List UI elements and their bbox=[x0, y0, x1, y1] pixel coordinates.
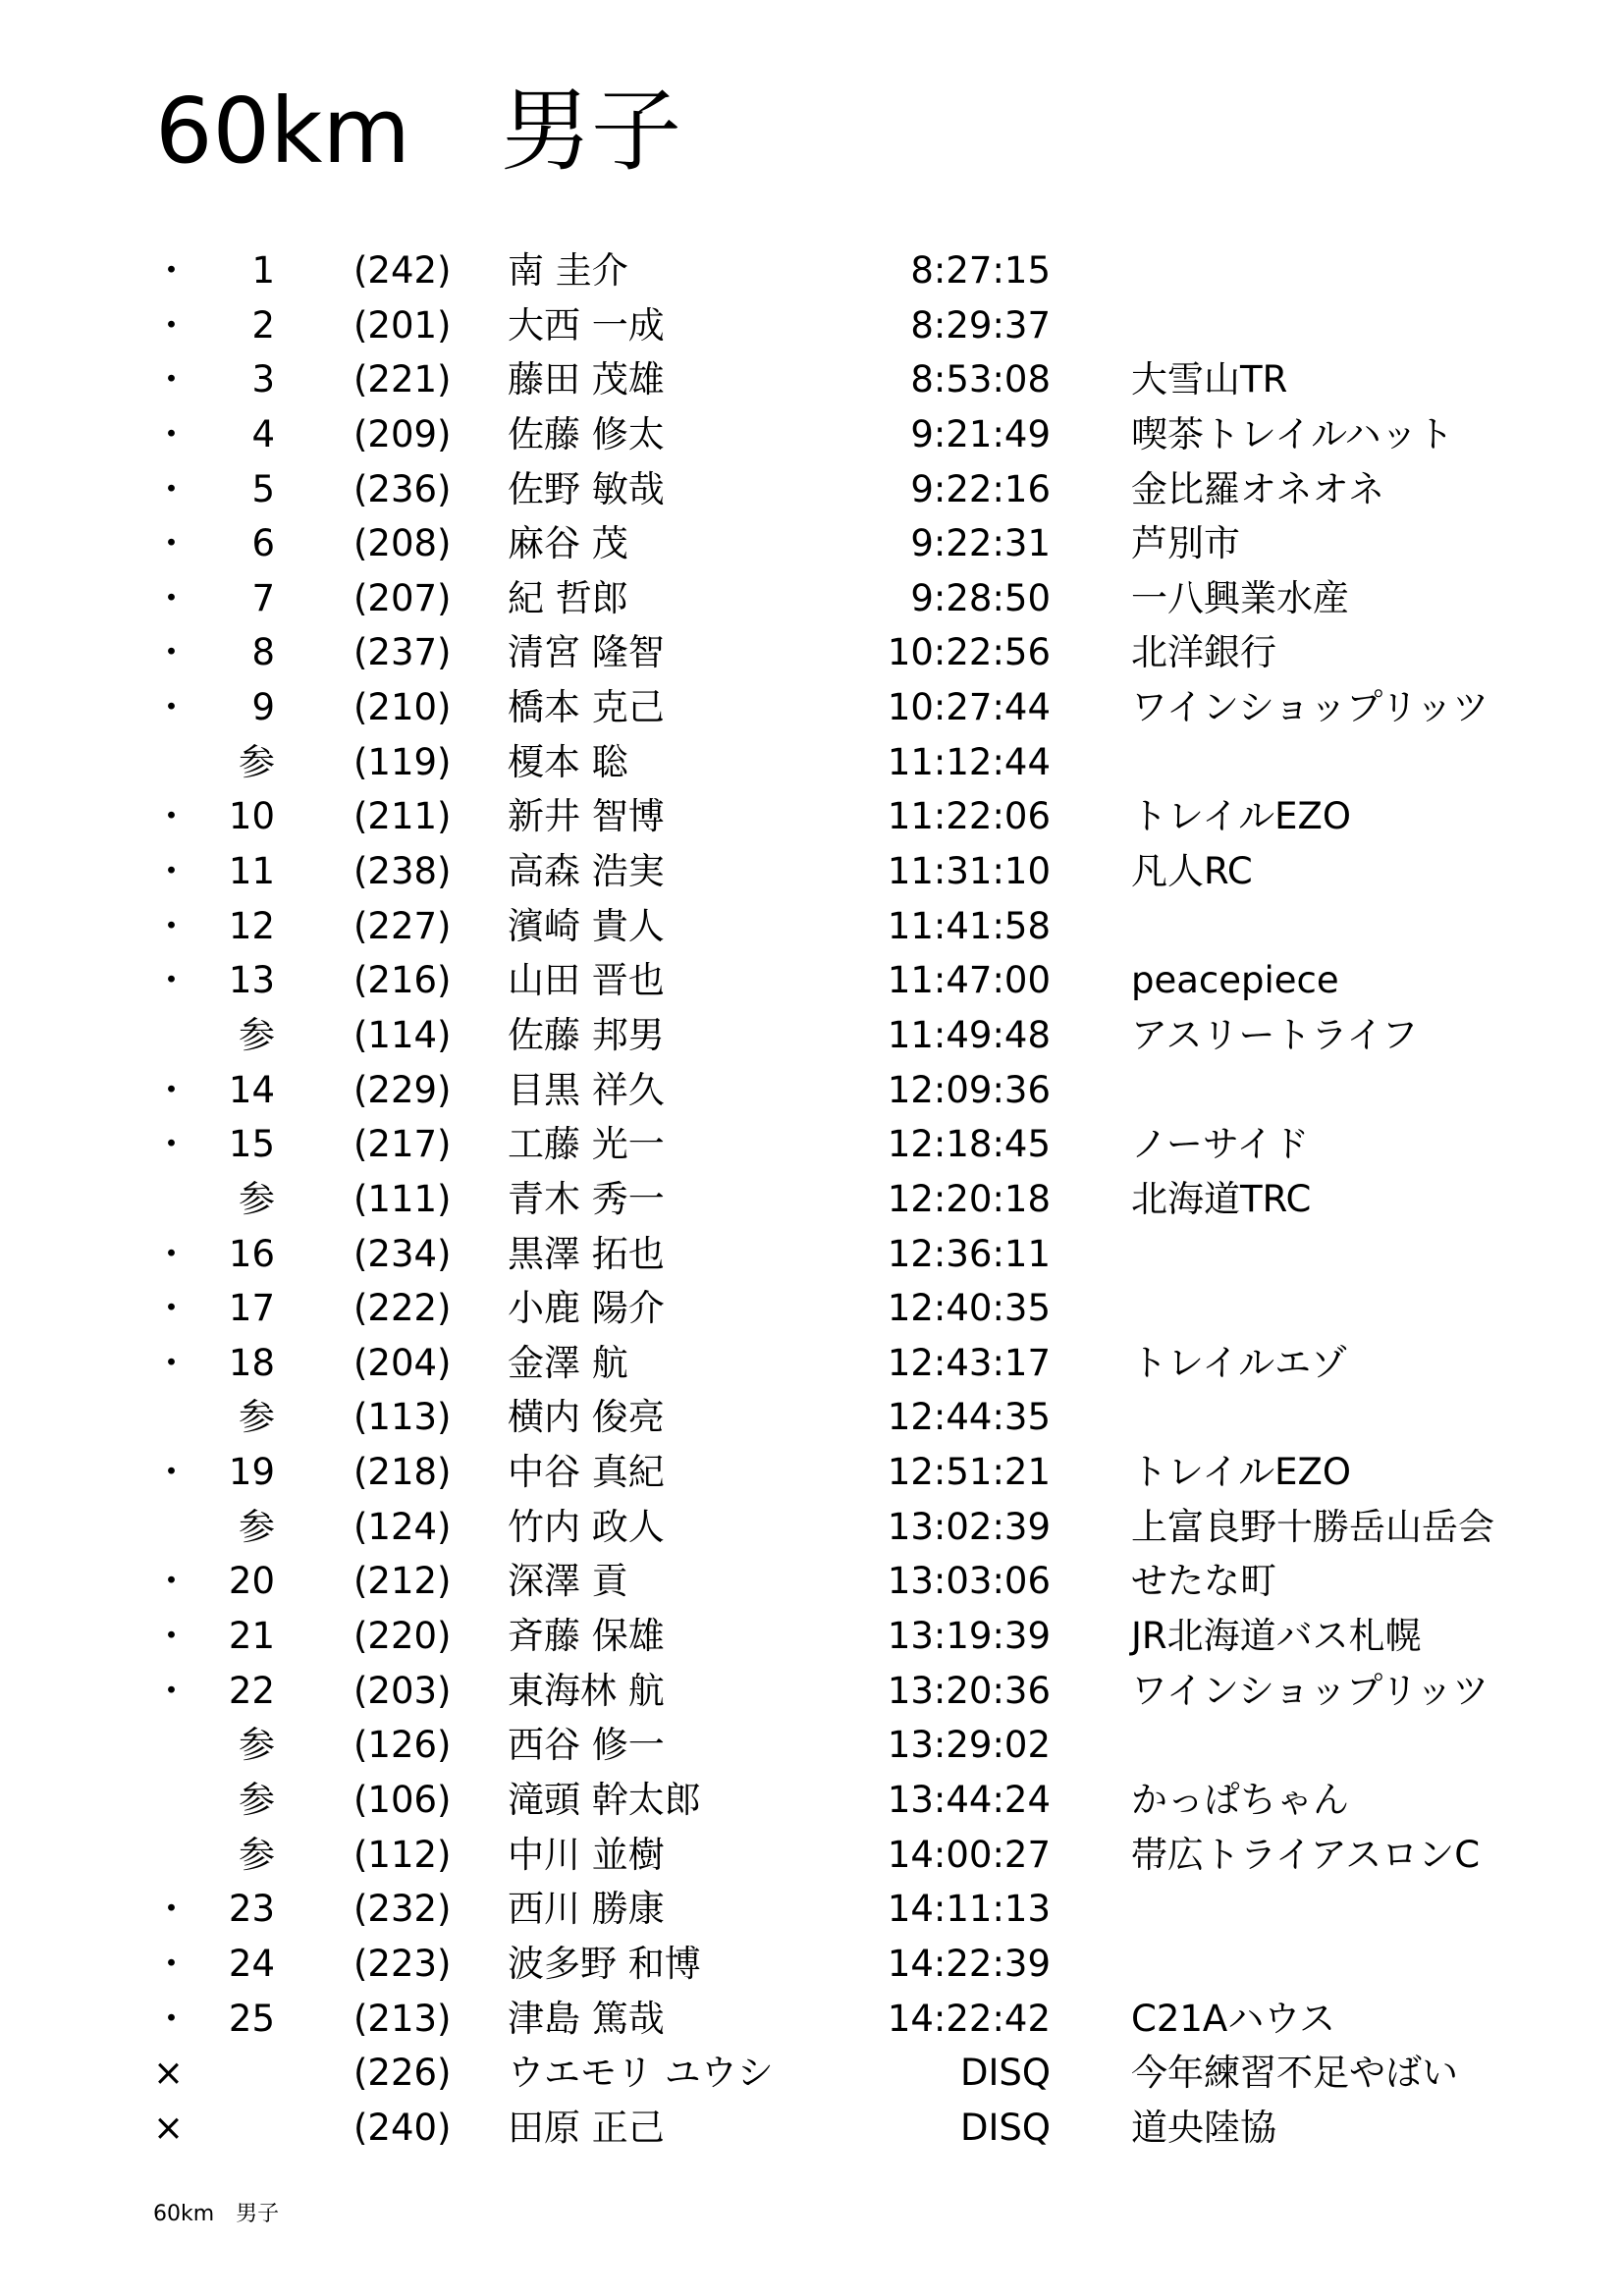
runner-name-cell: 榎本 聡 bbox=[508, 740, 628, 783]
result-row bbox=[0, 1172, 1624, 1227]
status-mark: ・ bbox=[153, 358, 189, 401]
finish-time-cell: 11:41:58 bbox=[887, 904, 1051, 947]
bib-number-cell: (203) bbox=[353, 1669, 452, 1712]
status-mark: ・ bbox=[153, 850, 189, 893]
runner-name-cell: 中谷 真紀 bbox=[508, 1451, 665, 1494]
result-row bbox=[0, 1882, 1624, 1937]
result-row bbox=[0, 953, 1624, 1008]
rank-cell: 20 bbox=[228, 1560, 275, 1603]
bib-number-cell: (210) bbox=[353, 686, 452, 729]
page-footer: 60km 男子 bbox=[153, 2202, 280, 2226]
status-mark: ・ bbox=[153, 1560, 189, 1603]
bib-number-cell: (207) bbox=[353, 576, 452, 619]
finish-time-cell: 12:51:21 bbox=[887, 1451, 1051, 1494]
bib-number-cell: (226) bbox=[353, 2052, 452, 2095]
status-mark: ・ bbox=[153, 412, 189, 455]
runner-name-cell: 紀 哲郎 bbox=[508, 576, 628, 619]
finish-time-cell: 8:27:15 bbox=[910, 249, 1051, 292]
bib-number-cell: (217) bbox=[353, 1123, 452, 1166]
rank-cell: 15 bbox=[228, 1123, 275, 1166]
result-row bbox=[0, 844, 1624, 899]
rank-cell: 14 bbox=[228, 1068, 275, 1111]
status-mark: ・ bbox=[153, 795, 189, 838]
result-row bbox=[0, 1828, 1624, 1883]
rank-cell: 17 bbox=[228, 1287, 275, 1330]
runner-name-cell: 東海林 航 bbox=[508, 1669, 665, 1712]
result-row bbox=[0, 407, 1624, 462]
finish-time-cell: 9:28:50 bbox=[910, 576, 1051, 619]
runner-name-cell: 津島 篤哉 bbox=[508, 1997, 665, 2040]
status-mark: ・ bbox=[153, 904, 189, 947]
result-row bbox=[0, 1937, 1624, 1992]
team-name-cell: JR北海道バス札幌 bbox=[1131, 1615, 1422, 1658]
status-mark: ・ bbox=[153, 686, 189, 729]
result-row bbox=[0, 1063, 1624, 1118]
result-row bbox=[0, 1336, 1624, 1391]
bib-number-cell: (208) bbox=[353, 522, 452, 565]
bib-number-cell: (204) bbox=[353, 1341, 452, 1384]
finish-time-cell: 13:29:02 bbox=[887, 1724, 1051, 1767]
finish-time-cell: 12:44:35 bbox=[887, 1396, 1051, 1439]
finish-time-cell: 11:47:00 bbox=[887, 959, 1051, 1002]
team-name-cell: 北海道TRC bbox=[1131, 1177, 1312, 1220]
runner-name-cell: 新井 智博 bbox=[508, 795, 665, 838]
team-name-cell: 凡人RC bbox=[1131, 850, 1253, 893]
finish-time-cell: 9:22:16 bbox=[910, 467, 1051, 510]
finish-time-cell: 13:20:36 bbox=[887, 1669, 1051, 1712]
finish-time-cell: 10:27:44 bbox=[887, 686, 1051, 729]
runner-name-cell: 濱崎 貴人 bbox=[508, 904, 665, 947]
result-row bbox=[0, 789, 1624, 844]
finish-time-cell: 14:22:39 bbox=[887, 1942, 1051, 1985]
team-name-cell: ワインショップリッツ bbox=[1131, 686, 1489, 729]
rank-cell: 参 bbox=[239, 1177, 275, 1220]
rank-cell: 4 bbox=[251, 412, 275, 455]
finish-time-cell: 12:09:36 bbox=[887, 1068, 1051, 1111]
rank-cell: 参 bbox=[239, 740, 275, 783]
rank-cell: 25 bbox=[228, 1997, 275, 2040]
team-name-cell: せたな町 bbox=[1131, 1560, 1276, 1603]
rank-cell: 18 bbox=[228, 1341, 275, 1384]
rank-cell: 24 bbox=[228, 1942, 275, 1985]
team-name-cell: 芦別市 bbox=[1131, 522, 1240, 565]
runner-name-cell: 斉藤 保雄 bbox=[508, 1615, 665, 1658]
runner-name-cell: 黒澤 拓也 bbox=[508, 1232, 665, 1275]
rank-cell: 12 bbox=[228, 904, 275, 947]
status-mark: × bbox=[153, 2052, 185, 2095]
status-mark: ・ bbox=[153, 1942, 189, 1985]
status-mark: ・ bbox=[153, 1287, 189, 1330]
status-mark: ・ bbox=[153, 1888, 189, 1931]
bib-number-cell: (229) bbox=[353, 1068, 452, 1111]
rank-cell: 2 bbox=[251, 303, 275, 347]
result-row bbox=[0, 1500, 1624, 1555]
bib-number-cell: (220) bbox=[353, 1615, 452, 1658]
team-name-cell: アスリートライフ bbox=[1131, 1013, 1419, 1056]
rank-cell: 参 bbox=[239, 1833, 275, 1876]
results-list bbox=[0, 243, 1624, 2155]
result-row bbox=[0, 243, 1624, 298]
runner-name-cell: 麻谷 茂 bbox=[508, 522, 628, 565]
result-row bbox=[0, 1554, 1624, 1609]
runner-name-cell: 橋本 克己 bbox=[508, 686, 665, 729]
bib-number-cell: (124) bbox=[353, 1505, 452, 1548]
runner-name-cell: 滝頭 幹太郎 bbox=[508, 1778, 701, 1821]
status-mark: ・ bbox=[153, 959, 189, 1002]
bib-number-cell: (242) bbox=[353, 249, 452, 292]
status-mark: ・ bbox=[153, 1997, 189, 2040]
team-name-cell: C21Aハウス bbox=[1131, 1997, 1336, 2040]
team-name-cell: 大雪山TR bbox=[1131, 358, 1288, 401]
status-mark: ・ bbox=[153, 467, 189, 510]
bib-number-cell: (222) bbox=[353, 1287, 452, 1330]
finish-time-cell: 12:20:18 bbox=[887, 1177, 1051, 1220]
runner-name-cell: 佐野 敏哉 bbox=[508, 467, 665, 510]
status-mark: ・ bbox=[153, 1615, 189, 1658]
bib-number-cell: (221) bbox=[353, 358, 452, 401]
result-row bbox=[0, 2046, 1624, 2101]
rank-cell: 22 bbox=[228, 1669, 275, 1712]
result-row bbox=[0, 1773, 1624, 1828]
finish-time-cell: 14:22:42 bbox=[887, 1997, 1051, 2040]
finish-time-cell: 11:12:44 bbox=[887, 740, 1051, 783]
bib-number-cell: (114) bbox=[353, 1013, 452, 1056]
rank-cell: 1 bbox=[251, 249, 275, 292]
runner-name-cell: 深澤 貢 bbox=[508, 1560, 628, 1603]
finish-time-cell: 12:43:17 bbox=[887, 1341, 1051, 1384]
status-mark: ・ bbox=[153, 249, 189, 292]
bib-number-cell: (223) bbox=[353, 1942, 452, 1985]
team-name-cell: トレイルエゾ bbox=[1131, 1341, 1348, 1384]
rank-cell: 参 bbox=[239, 1778, 275, 1821]
rank-cell: 6 bbox=[251, 522, 275, 565]
result-row bbox=[0, 1281, 1624, 1336]
finish-time-cell: 12:18:45 bbox=[887, 1123, 1051, 1166]
runner-name-cell: 佐藤 修太 bbox=[508, 412, 665, 455]
status-mark: ・ bbox=[153, 1451, 189, 1494]
finish-time-cell: 11:49:48 bbox=[887, 1013, 1051, 1056]
status-mark: ・ bbox=[153, 1068, 189, 1111]
runner-name-cell: 中川 並樹 bbox=[508, 1833, 665, 1876]
result-row bbox=[0, 735, 1624, 790]
bib-number-cell: (240) bbox=[353, 2106, 452, 2149]
finish-time-cell: 13:02:39 bbox=[887, 1505, 1051, 1548]
runner-name-cell: 目黒 祥久 bbox=[508, 1068, 665, 1111]
team-name-cell: 今年練習不足やばい bbox=[1131, 2052, 1458, 2095]
runner-name-cell: 田原 正己 bbox=[508, 2106, 665, 2149]
bib-number-cell: (218) bbox=[353, 1451, 452, 1494]
rank-cell: 16 bbox=[228, 1232, 275, 1275]
bib-number-cell: (106) bbox=[353, 1778, 452, 1821]
result-row bbox=[0, 1227, 1624, 1282]
team-name-cell: 道央陸協 bbox=[1131, 2106, 1276, 2149]
runner-name-cell: 南 圭介 bbox=[508, 249, 628, 292]
rank-cell: 13 bbox=[228, 959, 275, 1002]
result-row bbox=[0, 625, 1624, 680]
team-name-cell: 一八興業水産 bbox=[1131, 576, 1349, 619]
rank-cell: 参 bbox=[239, 1013, 275, 1056]
finish-time-cell: 8:53:08 bbox=[910, 358, 1051, 401]
rank-cell: 11 bbox=[228, 850, 275, 893]
rank-cell: 21 bbox=[228, 1615, 275, 1658]
result-row bbox=[0, 516, 1624, 571]
team-name-cell: ワインショップリッツ bbox=[1131, 1669, 1489, 1712]
finish-time-cell: DISQ bbox=[959, 2052, 1051, 2095]
runner-name-cell: 大西 一成 bbox=[508, 303, 665, 347]
team-name-cell: 北洋銀行 bbox=[1131, 631, 1276, 674]
runner-name-cell: 佐藤 邦男 bbox=[508, 1013, 665, 1056]
finish-time-cell: 13:19:39 bbox=[887, 1615, 1051, 1658]
runner-name-cell: 小鹿 陽介 bbox=[508, 1287, 665, 1330]
team-name-cell: かっぱちゃん bbox=[1131, 1778, 1349, 1821]
status-mark: ・ bbox=[153, 576, 189, 619]
bib-number-cell: (112) bbox=[353, 1833, 452, 1876]
result-row bbox=[0, 1008, 1624, 1063]
status-mark: ・ bbox=[153, 1341, 189, 1384]
runner-name-cell: 西川 勝康 bbox=[508, 1888, 665, 1931]
status-mark: ・ bbox=[153, 631, 189, 674]
result-row bbox=[0, 1445, 1624, 1500]
team-name-cell: トレイルEZO bbox=[1131, 795, 1351, 838]
runner-name-cell: 金澤 航 bbox=[508, 1341, 628, 1384]
bib-number-cell: (227) bbox=[353, 904, 452, 947]
runner-name-cell: 竹内 政人 bbox=[508, 1505, 665, 1548]
rank-cell: 10 bbox=[228, 795, 275, 838]
bib-number-cell: (238) bbox=[353, 850, 452, 893]
finish-time-cell: 11:22:06 bbox=[887, 795, 1051, 838]
rank-cell: 参 bbox=[239, 1724, 275, 1767]
finish-time-cell: 12:36:11 bbox=[887, 1232, 1051, 1275]
bib-number-cell: (119) bbox=[353, 740, 452, 783]
rank-cell: 8 bbox=[251, 631, 275, 674]
result-row bbox=[0, 1117, 1624, 1172]
bib-number-cell: (212) bbox=[353, 1560, 452, 1603]
runner-name-cell: 波多野 和博 bbox=[508, 1942, 701, 1985]
rank-cell: 19 bbox=[228, 1451, 275, 1494]
rank-cell: 3 bbox=[251, 358, 275, 401]
finish-time-cell: 9:22:31 bbox=[910, 522, 1051, 565]
status-mark: ・ bbox=[153, 1669, 189, 1712]
finish-time-cell: DISQ bbox=[959, 2106, 1051, 2149]
bib-number-cell: (213) bbox=[353, 1997, 452, 2040]
rank-cell: 7 bbox=[251, 576, 275, 619]
team-name-cell: 帯広トライアスロンC bbox=[1131, 1833, 1481, 1876]
team-name-cell: peacepiece bbox=[1131, 959, 1339, 1002]
team-name-cell: 金比羅オネオネ bbox=[1131, 467, 1385, 510]
finish-time-cell: 12:40:35 bbox=[887, 1287, 1051, 1330]
bib-number-cell: (232) bbox=[353, 1888, 452, 1931]
status-mark: ・ bbox=[153, 1123, 189, 1166]
bib-number-cell: (211) bbox=[353, 795, 452, 838]
team-name-cell: 喫茶トレイルハット bbox=[1131, 412, 1454, 455]
bib-number-cell: (236) bbox=[353, 467, 452, 510]
status-mark: ・ bbox=[153, 1232, 189, 1275]
status-mark: ・ bbox=[153, 522, 189, 565]
runner-name-cell: ウエモリ ユウシ bbox=[508, 2052, 774, 2095]
result-row bbox=[0, 899, 1624, 954]
finish-time-cell: 14:00:27 bbox=[887, 1833, 1051, 1876]
runner-name-cell: 清宮 隆智 bbox=[508, 631, 665, 674]
rank-cell: 参 bbox=[239, 1396, 275, 1439]
runner-name-cell: 藤田 茂雄 bbox=[508, 358, 665, 401]
result-row bbox=[0, 462, 1624, 517]
result-row bbox=[0, 571, 1624, 626]
bib-number-cell: (209) bbox=[353, 412, 452, 455]
status-mark: × bbox=[153, 2106, 185, 2149]
result-row bbox=[0, 298, 1624, 353]
finish-time-cell: 11:31:10 bbox=[887, 850, 1051, 893]
bib-number-cell: (201) bbox=[353, 303, 452, 347]
runner-name-cell: 横内 俊亮 bbox=[508, 1396, 665, 1439]
bib-number-cell: (111) bbox=[353, 1177, 452, 1220]
rank-cell: 23 bbox=[228, 1888, 275, 1931]
finish-time-cell: 8:29:37 bbox=[910, 303, 1051, 347]
team-name-cell: ノーサイド bbox=[1131, 1123, 1310, 1166]
result-row bbox=[0, 1664, 1624, 1719]
runner-name-cell: 工藤 光一 bbox=[508, 1123, 665, 1166]
bib-number-cell: (234) bbox=[353, 1232, 452, 1275]
rank-cell: 5 bbox=[251, 467, 275, 510]
finish-time-cell: 13:03:06 bbox=[887, 1560, 1051, 1603]
status-mark: ・ bbox=[153, 303, 189, 347]
runner-name-cell: 山田 晋也 bbox=[508, 959, 665, 1002]
result-row bbox=[0, 1992, 1624, 2047]
rank-cell: 9 bbox=[251, 686, 275, 729]
result-row bbox=[0, 680, 1624, 735]
finish-time-cell: 9:21:49 bbox=[910, 412, 1051, 455]
runner-name-cell: 高森 浩実 bbox=[508, 850, 665, 893]
result-row bbox=[0, 2101, 1624, 2156]
team-name-cell: トレイルEZO bbox=[1131, 1451, 1351, 1494]
bib-number-cell: (216) bbox=[353, 959, 452, 1002]
rank-cell: 参 bbox=[239, 1505, 275, 1548]
bib-number-cell: (113) bbox=[353, 1396, 452, 1439]
bib-number-cell: (237) bbox=[353, 631, 452, 674]
finish-time-cell: 14:11:13 bbox=[887, 1888, 1051, 1931]
result-row bbox=[0, 352, 1624, 407]
finish-time-cell: 13:44:24 bbox=[887, 1778, 1051, 1821]
team-name-cell: 上富良野十勝岳山岳会 bbox=[1131, 1505, 1494, 1548]
page-title: 60km 男子 bbox=[155, 79, 681, 184]
result-row bbox=[0, 1609, 1624, 1664]
runner-name-cell: 青木 秀一 bbox=[508, 1177, 665, 1220]
bib-number-cell: (126) bbox=[353, 1724, 452, 1767]
finish-time-cell: 10:22:56 bbox=[887, 631, 1051, 674]
runner-name-cell: 西谷 修一 bbox=[508, 1724, 665, 1767]
result-row bbox=[0, 1390, 1624, 1445]
result-row bbox=[0, 1718, 1624, 1773]
